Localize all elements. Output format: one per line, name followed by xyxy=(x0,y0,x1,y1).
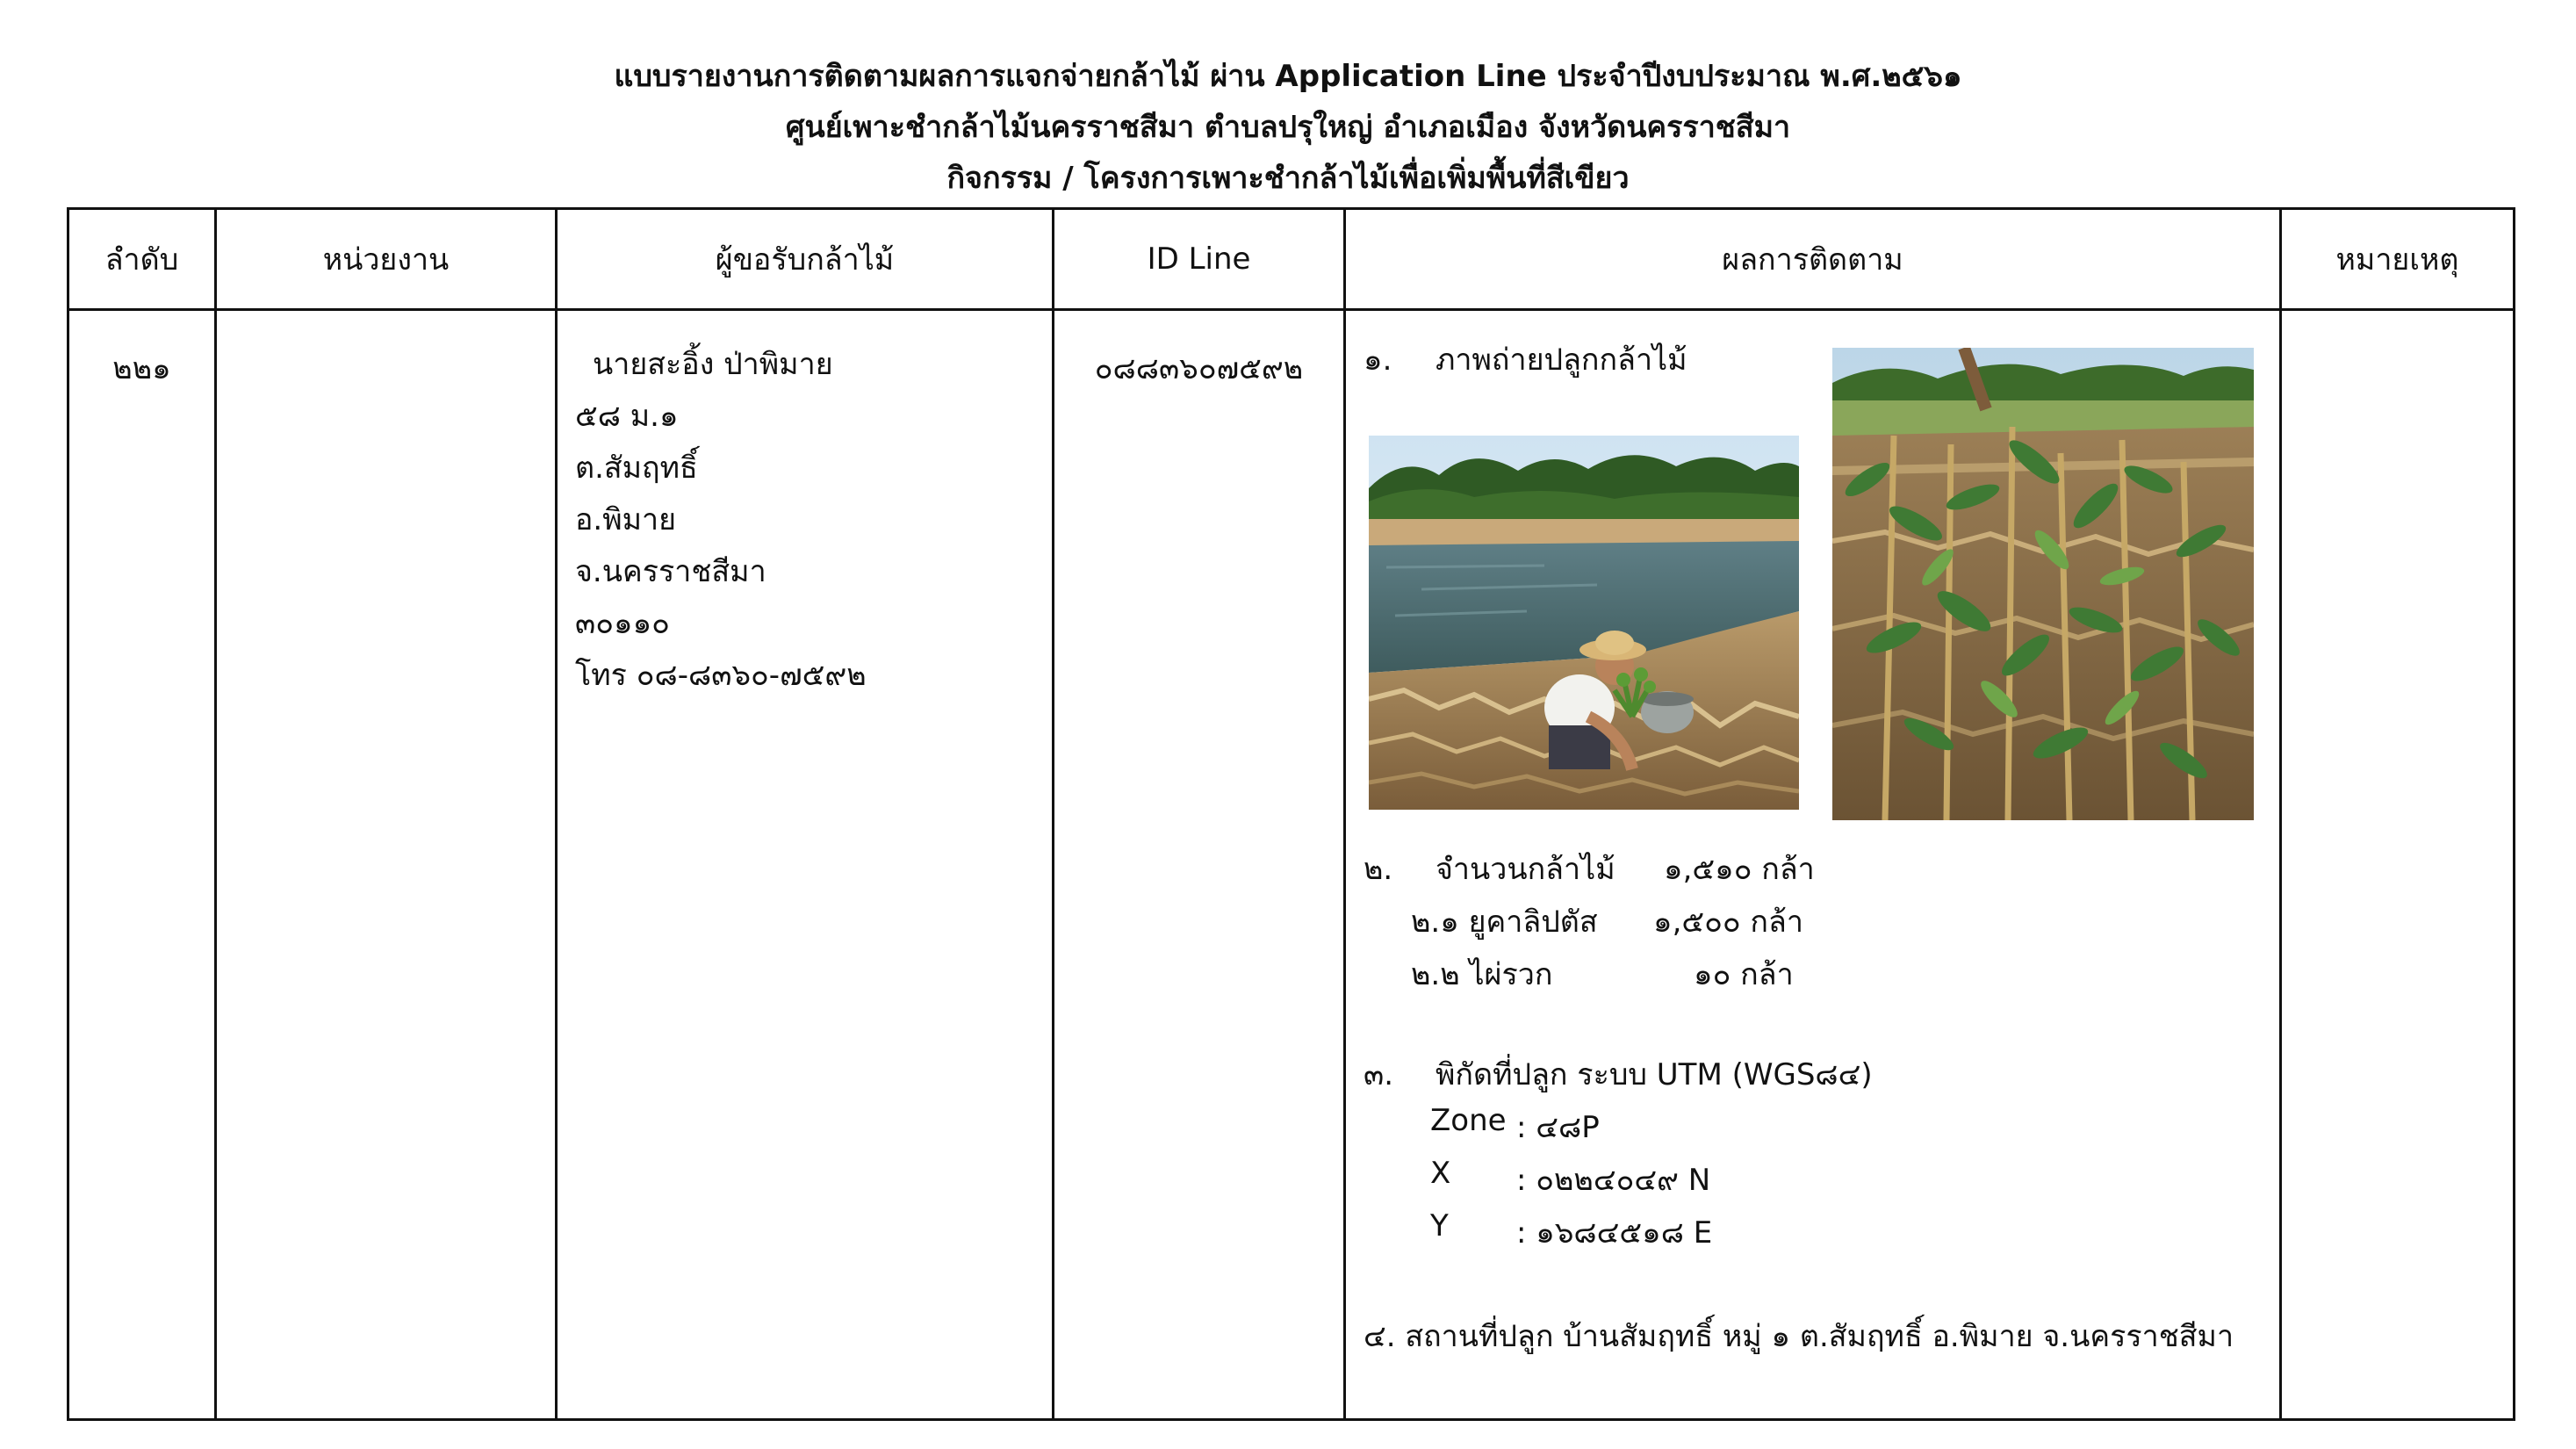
utm-y-value: : ๑๖๘๔๕๑๘ E xyxy=(1516,1215,1713,1251)
col-header-result: ผลการติดตาม xyxy=(1345,209,2281,310)
utm-x-label: X xyxy=(1430,1156,1451,1191)
result-item2-label: จำนวนกล้าไม้ xyxy=(1436,852,1615,887)
result-item2-2-label: ๒.๒ ไผ่รวก xyxy=(1411,957,1553,992)
report-header xyxy=(0,51,2576,204)
col-header-id-line: ID Line xyxy=(1054,209,1345,310)
table-row xyxy=(68,310,2515,1420)
applicant-address: ๕๘ ม.๑ xyxy=(575,399,679,434)
seedlings-photo-image xyxy=(1832,348,2254,820)
cell-result xyxy=(1345,310,2281,1420)
result-item1-number: ๑. xyxy=(1364,342,1392,378)
report-subtitle-center: ศูนย์เพาะชำกล้าไม้นครราชสีมา ตำบลปรุใหญ่ อำเภอเมือง จังหวัดนครราชสีมา xyxy=(785,110,1791,145)
result-item1-label: ภาพถ่ายปลูกกล้าไม้ xyxy=(1436,342,1687,378)
report-table xyxy=(67,207,2515,1421)
result-item2-2-value: ๑๐ กล้า xyxy=(1694,957,1794,992)
col-header-remark: หมายเหตุ xyxy=(2281,209,2515,310)
result-item2-value: ๑,๕๑๐ กล้า xyxy=(1664,852,1815,887)
utm-zone-label: Zone xyxy=(1430,1103,1507,1138)
result-item2 xyxy=(1364,845,1615,892)
cell-applicant xyxy=(557,310,1054,1420)
col-header-applicant: ผู้ขอรับกล้าไม้ xyxy=(557,209,1054,310)
report-title: แบบรายงานการติดตามผลการแจกจ่ายกล้าไม้ ผ่าน Application Line ประจำปีงบประมาณ พ.ศ.๒๕๖๑ xyxy=(614,59,1962,94)
utm-zone-value: : ๔๘P xyxy=(1516,1110,1600,1145)
applicant-phone: โทร ๐๘-๘๓๖๐-๗๕๙๒ xyxy=(575,658,867,693)
result-item3-number: ๓. xyxy=(1364,1057,1394,1092)
result-item3-label: พิกัดที่ปลูก ระบบ UTM (WGS๘๔) xyxy=(1436,1057,1873,1092)
applicant-postcode: ๓๐๑๑๐ xyxy=(575,606,670,641)
result-item4-location: ๔. สถานที่ปลูก บ้านสัมฤทธิ์ หมู่ ๑ ต.สัมฤทธิ์ อ.พิมาย จ.นครราชสีมา xyxy=(1364,1319,2234,1354)
result-item3 xyxy=(1364,1050,1873,1098)
col-header-seq: ลำดับ xyxy=(68,209,216,310)
cell-id-line: ๐๘๘๓๖๐๗๕๙๒ xyxy=(1054,310,1345,1420)
report-subtitle-activity: กิจกรรม / โครงการเพาะชำกล้าไม้เพื่อเพิ่มพื้นที่สีเขียว xyxy=(946,161,1630,196)
cell-remark xyxy=(2281,310,2515,1420)
cell-seq: ๒๒๑ xyxy=(68,310,216,1420)
cell-agency xyxy=(216,310,557,1420)
col-header-agency: หน่วยงาน xyxy=(216,209,557,310)
applicant-district: อ.พิมาย xyxy=(575,502,677,537)
planting-photo-pond xyxy=(1369,436,1799,810)
result-item2-number: ๒. xyxy=(1364,852,1393,887)
table-header-row xyxy=(68,209,2515,310)
applicant-subdistrict: ต.สัมฤทธิ์ xyxy=(575,451,698,486)
planting-photo-pond-image xyxy=(1369,436,1799,810)
result-item2-1-value: ๑,๕๐๐ กล้า xyxy=(1653,905,1803,940)
utm-y-label: Y xyxy=(1430,1208,1449,1244)
utm-x-value: : ๐๒๒๔๐๔๙ N xyxy=(1516,1163,1711,1198)
seedlings-photo xyxy=(1832,348,2254,820)
result-item1 xyxy=(1364,335,1687,383)
applicant-name: นายสะอิ้ง ป่าพิมาย xyxy=(593,347,833,382)
applicant-province: จ.นครราชสีมา xyxy=(575,554,766,589)
result-item2-1-label: ๒.๑ ยูคาลิปตัส xyxy=(1411,905,1598,940)
